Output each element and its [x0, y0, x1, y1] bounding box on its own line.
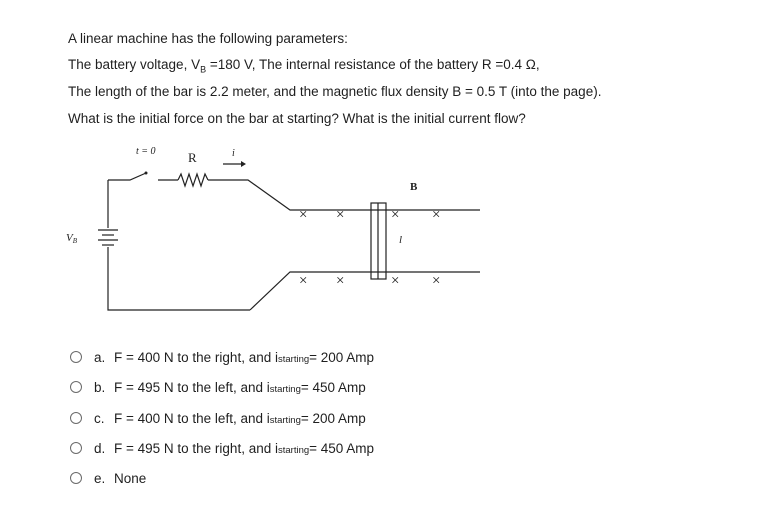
option-letter: c.	[94, 410, 105, 426]
question-line-intro: A linear machine has the following parameters:	[68, 31, 348, 46]
option-text-post: = 450 Amp	[300, 379, 366, 395]
radio-button[interactable]	[70, 351, 82, 363]
option-letter: b.	[94, 379, 106, 395]
radio-button[interactable]	[70, 381, 82, 393]
battery-text-sub: B	[200, 64, 207, 75]
option-text: None	[114, 470, 147, 486]
answer-option-e[interactable]	[70, 468, 146, 488]
answer-option-d[interactable]	[70, 438, 374, 458]
switch-label: t = 0	[136, 146, 156, 157]
question-line-bar: The length of the bar is 2.2 meter, and the magnetic flux density B = 0.5 T (into the page).	[68, 84, 602, 99]
field-cross: ×	[299, 273, 308, 289]
battery-text-post: =180 V, The internal resistance of the battery R =0.4 Ω,	[206, 57, 540, 72]
wire-top-left	[108, 173, 146, 180]
answer-option-c[interactable]	[70, 408, 366, 428]
battery-label	[66, 232, 78, 245]
option-text-post: = 200 Amp	[300, 410, 366, 426]
option-text-sub: starting	[269, 383, 301, 395]
option-text-post: = 200 Amp	[309, 349, 375, 365]
option-letter: e.	[94, 470, 106, 486]
radio-button[interactable]	[70, 412, 82, 424]
switch-contact	[145, 172, 148, 175]
answer-option-b[interactable]	[70, 377, 366, 397]
question-line-ask: What is the initial force on the bar at starting? What is the initial current flow?	[68, 111, 526, 126]
resistor-zigzag	[178, 174, 208, 186]
option-text-sub: starting	[277, 444, 310, 456]
current-arrow-head	[241, 161, 246, 167]
option-letter: a.	[94, 349, 106, 365]
field-cross: ×	[432, 273, 441, 289]
option-text: F = 400 N to the left, and i	[114, 410, 270, 426]
answer-option-a[interactable]	[70, 347, 374, 367]
wire-bottom	[250, 272, 480, 310]
resistor-label: R	[188, 150, 197, 165]
field-label: B	[410, 181, 418, 193]
option-text: F = 495 N to the left, and i	[114, 379, 270, 395]
wire-top-right	[208, 180, 480, 210]
field-cross: ×	[336, 207, 345, 223]
question-line-battery	[68, 56, 540, 79]
field-cross: ×	[336, 273, 345, 289]
battery-label-sub: B	[72, 237, 78, 245]
battery-label-main: V	[66, 232, 73, 244]
radio-button[interactable]	[70, 472, 82, 484]
field-cross: ×	[299, 207, 308, 223]
option-text: F = 400 N to the right, and i	[114, 349, 278, 365]
field-cross: ×	[391, 207, 400, 223]
option-text-post: = 450 Amp	[309, 440, 375, 456]
battery-text-pre: The battery voltage, V	[68, 57, 201, 72]
linear-machine-diagram	[60, 140, 480, 315]
radio-button[interactable]	[70, 442, 82, 454]
option-text-sub: starting	[269, 414, 301, 426]
option-letter: d.	[94, 440, 106, 456]
wire-left-bottom	[108, 247, 250, 310]
current-label: i	[232, 148, 235, 159]
option-text: F = 495 N to the right, and i	[114, 440, 278, 456]
field-cross: ×	[391, 273, 400, 289]
field-cross: ×	[432, 207, 441, 223]
option-text-sub: starting	[277, 353, 310, 365]
length-label: l	[399, 234, 403, 246]
